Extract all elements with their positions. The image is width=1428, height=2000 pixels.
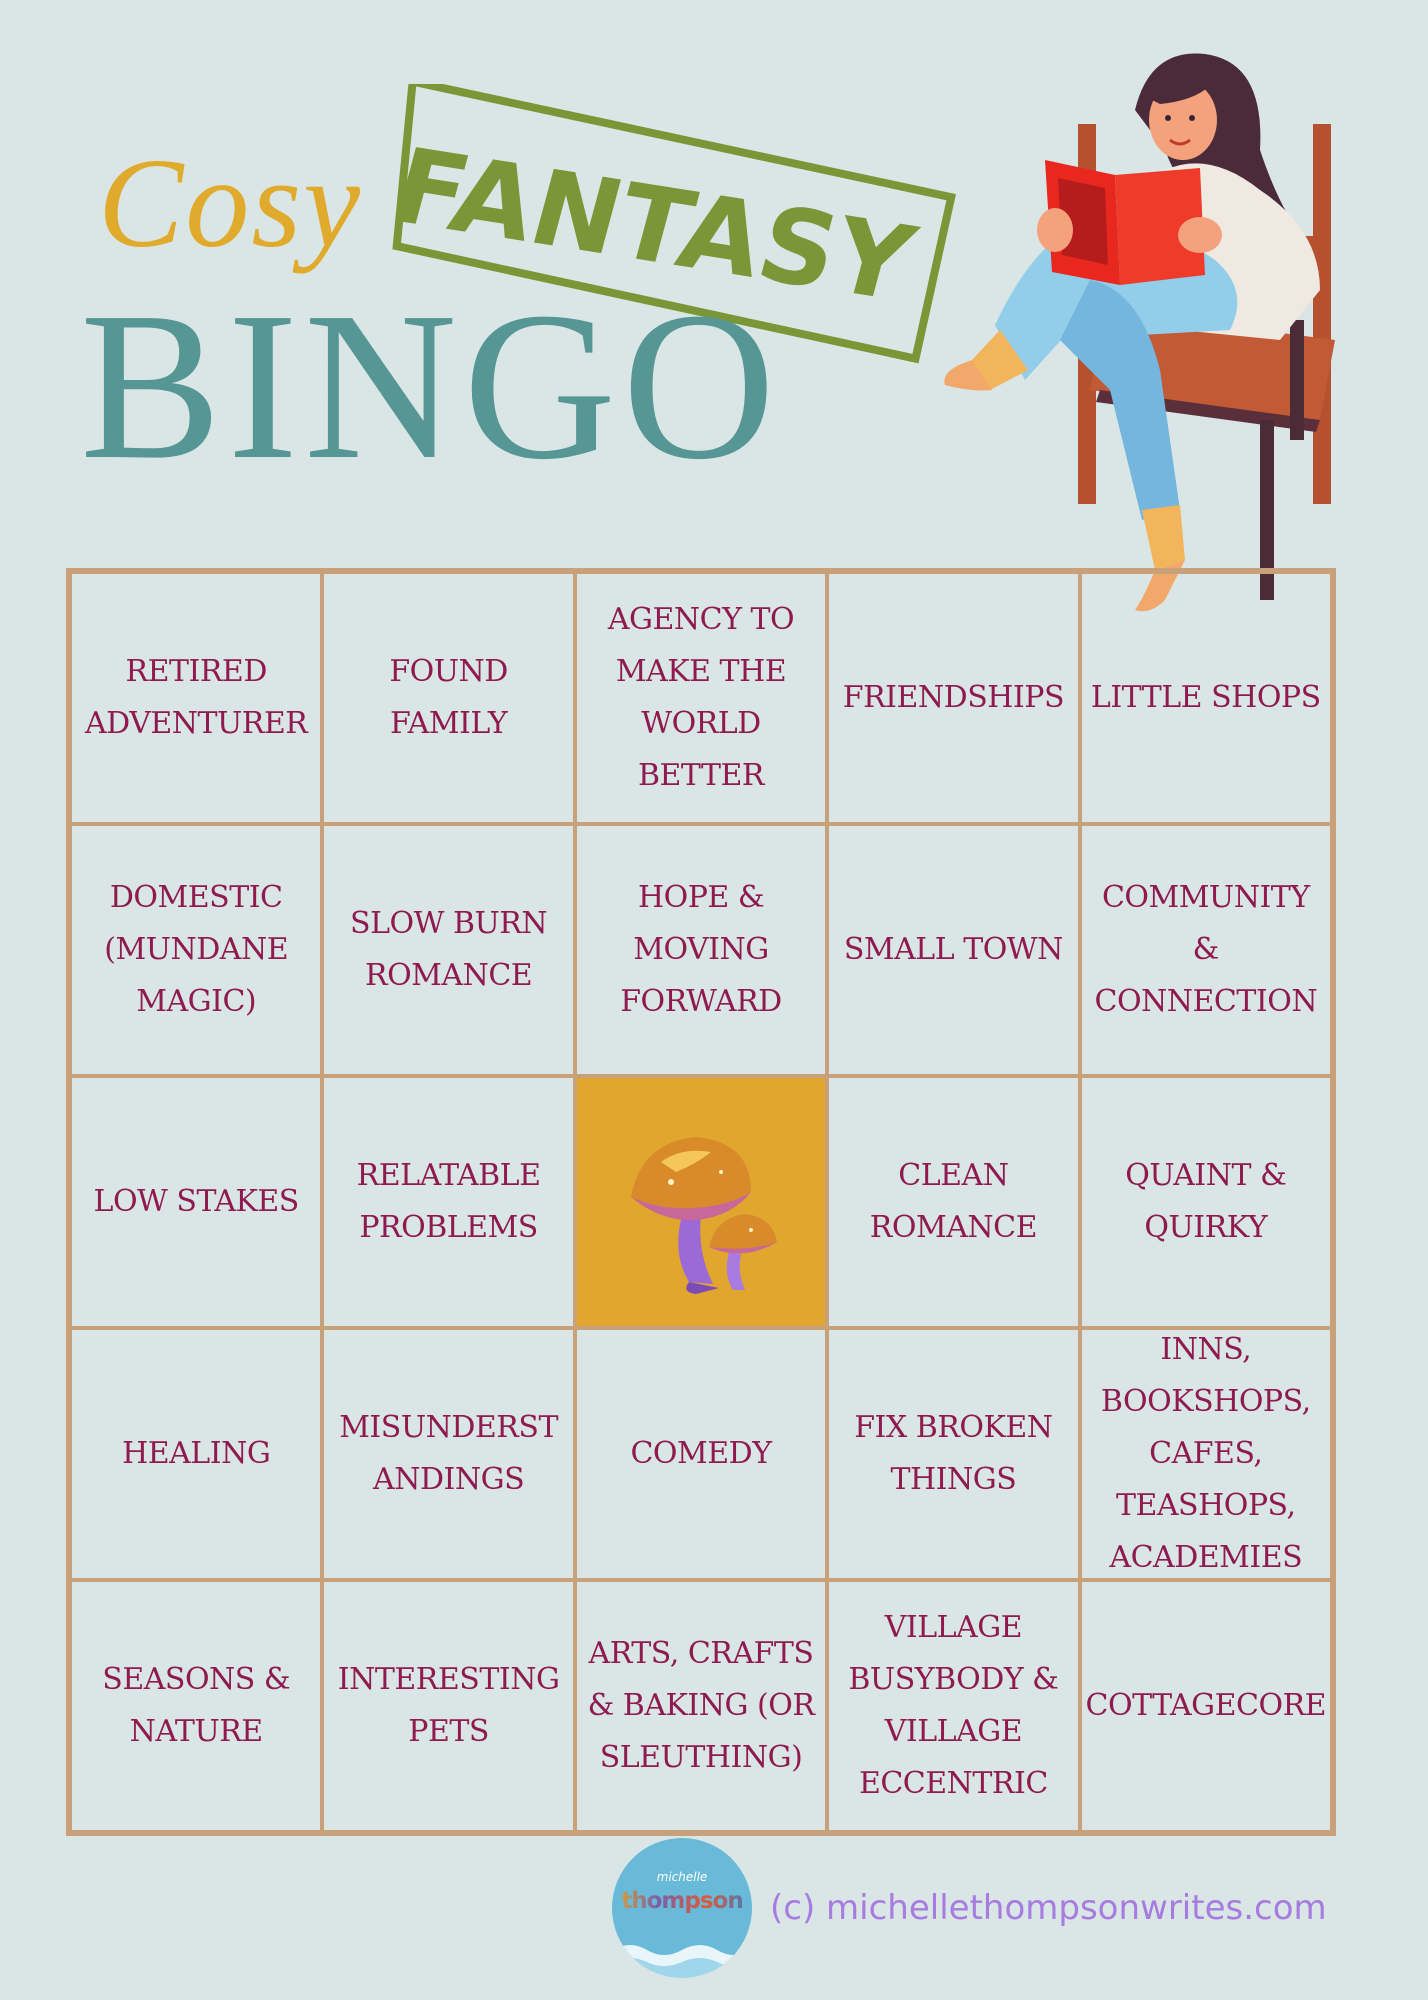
bingo-cell[interactable] xyxy=(1080,1076,1332,1328)
title-cosy: Cosy xyxy=(98,132,362,274)
bingo-cell[interactable] xyxy=(575,1580,827,1832)
bingo-cell[interactable] xyxy=(827,572,1079,824)
cell-label: SLOW BURN ROMANCE xyxy=(350,906,548,993)
cell-label: ARTS, CRAFTS & BAKING (OR SLEUTHING) xyxy=(587,1636,815,1775)
cell-label: AGENCY TO MAKE THE WORLD BETTER xyxy=(607,602,795,793)
bingo-cell[interactable] xyxy=(322,824,574,1076)
bingo-cell[interactable] xyxy=(322,572,574,824)
logo-text: thompson xyxy=(612,1888,752,1914)
bingo-cell[interactable] xyxy=(70,1328,322,1580)
mushroom-icon xyxy=(601,1102,801,1302)
cell-label: FOUND FAMILY xyxy=(389,654,508,741)
bingo-cell[interactable] xyxy=(575,824,827,1076)
bingo-cell[interactable] xyxy=(1080,572,1332,824)
cell-label: SMALL TOWN xyxy=(843,932,1063,967)
cell-label: QUAINT & QUIRKY xyxy=(1125,1158,1287,1245)
cell-label: VILLAGE BUSYBODY & VILLAGE ECCENTRIC xyxy=(848,1610,1059,1801)
cell-label: SEASONS & NATURE xyxy=(102,1662,291,1749)
title-bingo: BINGO xyxy=(80,268,782,503)
bingo-cell[interactable] xyxy=(322,1580,574,1832)
bingo-cell[interactable] xyxy=(1080,1328,1332,1580)
bingo-cell[interactable] xyxy=(70,572,322,824)
free-space-cell[interactable] xyxy=(575,1076,827,1328)
bingo-cell[interactable] xyxy=(1080,1580,1332,1832)
cell-label: COMMUNITY & CONNECTION xyxy=(1094,880,1318,1019)
cell-label: MISUNDERSTANDINGS xyxy=(339,1410,558,1497)
cell-label: LITTLE SHOPS xyxy=(1090,680,1321,715)
cell-label: DOMESTIC (MUNDANE MAGIC) xyxy=(104,880,289,1019)
bingo-cell[interactable] xyxy=(1080,824,1332,1076)
cell-label: CLEAN ROMANCE xyxy=(869,1158,1037,1245)
logo-small-text: michelle xyxy=(656,1870,708,1884)
cell-label: RETIRED ADVENTURER xyxy=(85,654,308,741)
bingo-cell[interactable] xyxy=(575,572,827,824)
bingo-cell[interactable] xyxy=(827,1076,1079,1328)
cell-label: INNS, BOOKSHOPS, CAFES, TEASHOPS, ACADEMIES xyxy=(1100,1332,1311,1575)
cell-label: HEALING xyxy=(122,1436,271,1471)
bingo-cell[interactable] xyxy=(322,1328,574,1580)
cell-label: COMEDY xyxy=(630,1436,772,1471)
cell-label: COTTAGECORE xyxy=(1085,1688,1327,1723)
bingo-cell[interactable] xyxy=(827,824,1079,1076)
bingo-cell[interactable] xyxy=(575,1328,827,1580)
cell-label: LOW STAKES xyxy=(93,1184,299,1219)
cell-label: INTERESTING PETS xyxy=(337,1662,560,1749)
bingo-grid xyxy=(66,568,1336,1836)
cell-label: FRIENDSHIPS xyxy=(842,680,1065,715)
cell-label: HOPE & MOVING FORWARD xyxy=(620,880,782,1019)
bingo-cell[interactable] xyxy=(827,1580,1079,1832)
cell-label: FIX BROKEN THINGS xyxy=(854,1410,1053,1497)
cell-label: RELATABLE PROBLEMS xyxy=(356,1158,541,1245)
bingo-cell[interactable] xyxy=(70,1580,322,1832)
author-logo[interactable] xyxy=(612,1838,752,1978)
bingo-cell[interactable] xyxy=(322,1076,574,1328)
copyright-text[interactable]: (c) michellethompsonwrites.com xyxy=(770,1888,1327,1928)
bingo-cell[interactable] xyxy=(827,1328,1079,1580)
wave-icon xyxy=(612,1838,752,1978)
title-fantasy: FANTASY xyxy=(380,125,926,325)
bingo-cell[interactable] xyxy=(70,1076,322,1328)
reading-woman-illustration xyxy=(760,40,1360,640)
bingo-cell[interactable] xyxy=(70,824,322,1076)
